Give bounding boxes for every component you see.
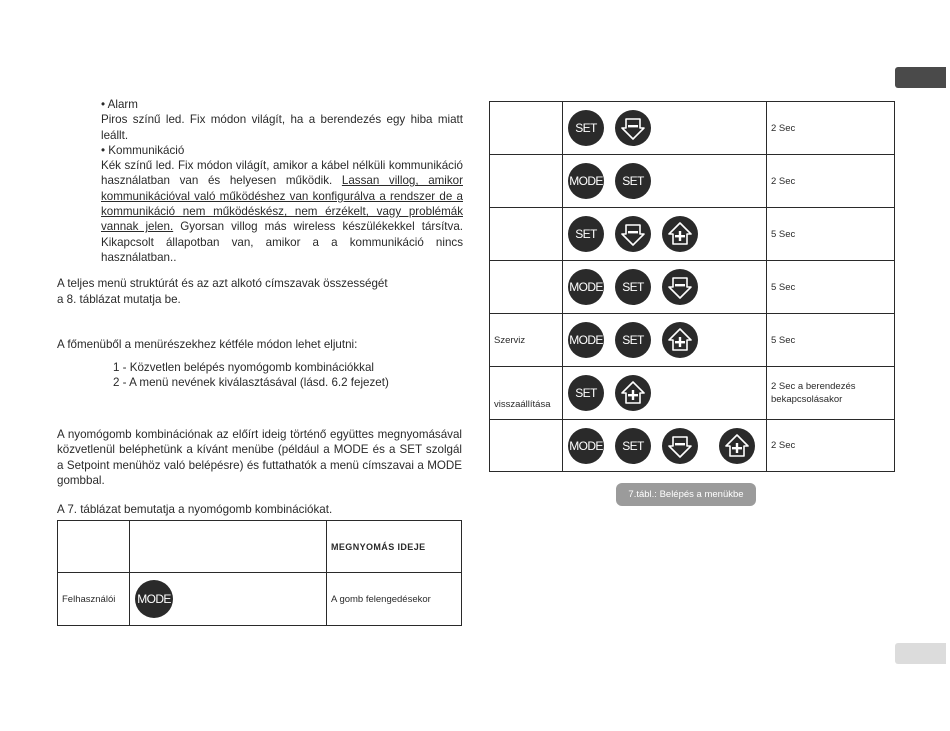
row-buttons-cell — [563, 367, 767, 420]
row-time-cell: 2 Sec — [767, 102, 895, 155]
arrow-up-plus-icon — [615, 375, 651, 411]
table-row — [490, 420, 895, 472]
table-row — [490, 261, 895, 314]
set-button-icon: SET — [615, 163, 651, 199]
row-name-cell — [490, 208, 563, 261]
arrow-down-minus-icon — [662, 428, 698, 464]
table-row — [490, 155, 895, 208]
row-name-cell — [490, 155, 563, 208]
set-button-icon: SET — [568, 216, 604, 252]
button-combination-table — [57, 520, 462, 626]
table-row — [58, 573, 462, 626]
mode-button-icon: MODE — [568, 163, 604, 199]
row-time-cell: 5 Sec — [767, 314, 895, 367]
set-button-icon: SET — [615, 269, 651, 305]
row-buttons-cell — [563, 314, 767, 367]
row-buttons-cell — [563, 102, 767, 155]
row-time-cell: 2 Sec — [767, 155, 895, 208]
header-buttons-cell — [130, 521, 327, 573]
header-time-cell: MEGNYOMÁS IDEJE — [327, 521, 462, 573]
arrow-up-plus-icon — [662, 322, 698, 358]
set-button-icon: SET — [568, 110, 604, 146]
table-header-row — [58, 521, 462, 573]
table-reference: A 7. táblázat bemutatja a nyomógomb kombinációkat. — [57, 503, 333, 516]
row-buttons-cell — [563, 420, 767, 472]
communication-text: Kék színű led. Fix módon világít, amikor a kábel nélküli kommunikáció használatban van és helyesen működik. Lassan villog, amikor kommunikációval való működéshez van konfigurálva a rendszer de a kommunikáció nem működéskész, nem érzékelt, vagy problémák vannak jelen. Gyorsan villog más wireless készülékekkel társítva. Kikapcsolt állapotban van, amikor a a kommunikáció nincs használatban.. — [101, 159, 463, 264]
set-button-icon: SET — [615, 322, 651, 358]
mode-button-icon: MODE — [568, 428, 604, 464]
menu-structure-line-1: A teljes menü struktúrát és az azt alkotó címszavak összességét — [57, 277, 388, 290]
arrow-up-plus-icon — [719, 428, 755, 464]
chapter-tab-dark — [895, 67, 946, 88]
table-caption: 7.tábl.: Belépés a menükbe — [616, 483, 756, 506]
row-name-cell — [490, 261, 563, 314]
row-time-cell: 2 Sec — [767, 420, 895, 472]
table-row — [490, 367, 895, 420]
mode-button-icon: MODE — [568, 322, 604, 358]
row-buttons-cell — [130, 573, 327, 626]
mode-button-icon: MODE — [135, 580, 173, 618]
access-item-1: 1 - Közvetlen belépés nyomógomb kombinációkkal — [113, 361, 375, 374]
table-row — [490, 314, 895, 367]
combination-paragraph: A nyomógomb kombinációnak az előírt ideig történő együttes megnyomásával közvetlenül beléphetünk a kívánt menübe (például a MODE és a SET szolgál a Setpoint menühöz való belépésre) és futtathatók a menü címszavai a MODE gombbal. — [57, 428, 462, 487]
access-intro: A főmenüből a menürészekhez kétféle módon lehet eljutni: — [57, 338, 358, 351]
menu-structure-line-2: a 8. táblázat mutatja be. — [57, 293, 181, 306]
menu-entry-table — [489, 101, 895, 472]
set-button-icon: SET — [615, 428, 651, 464]
set-button-icon: SET — [568, 375, 604, 411]
row-buttons-cell — [563, 208, 767, 261]
led-descriptions — [101, 97, 463, 265]
row-time-cell: 2 Sec a berendezés bekapcsolásakor — [767, 367, 895, 420]
row-name-cell — [490, 420, 563, 472]
row-time-cell: 5 Sec — [767, 208, 895, 261]
arrow-up-plus-icon — [662, 216, 698, 252]
header-name-cell — [58, 521, 130, 573]
arrow-down-minus-icon — [662, 269, 698, 305]
access-item-2: 2 - A menü nevének kiválasztásával (lásd. 6.2 fejezet) — [113, 376, 389, 389]
alarm-text: Piros színű led. Fix módon világít, ha a berendezés egy hiba miatt leállt. — [101, 113, 463, 142]
communication-underlined-text: Lassan villog, amikor kommunikációval való működéshez van konfigurálva a rendszer de a kommunikáció nem működéskész, nem érzékelt, vagy problémák vannak jelen. — [101, 174, 463, 234]
mode-button-icon: MODE — [568, 269, 604, 305]
communication-title: • Kommunikáció — [101, 143, 185, 157]
arrow-down-minus-icon — [615, 216, 651, 252]
chapter-tab-light — [895, 643, 946, 664]
alarm-title: • Alarm — [101, 98, 138, 111]
row-name-cell — [490, 102, 563, 155]
row-time-cell: 5 Sec — [767, 261, 895, 314]
arrow-down-minus-icon — [615, 110, 651, 146]
row-buttons-cell — [563, 261, 767, 314]
row-name-cell: Szerviz — [490, 314, 563, 367]
row-name-cell: Felhasználói — [58, 573, 130, 626]
table-row — [490, 102, 895, 155]
table-row — [490, 208, 895, 261]
row-buttons-cell — [563, 155, 767, 208]
row-name-cell: visszaállítása — [490, 367, 563, 420]
row-time-cell: A gomb felengedésekor — [327, 573, 462, 626]
